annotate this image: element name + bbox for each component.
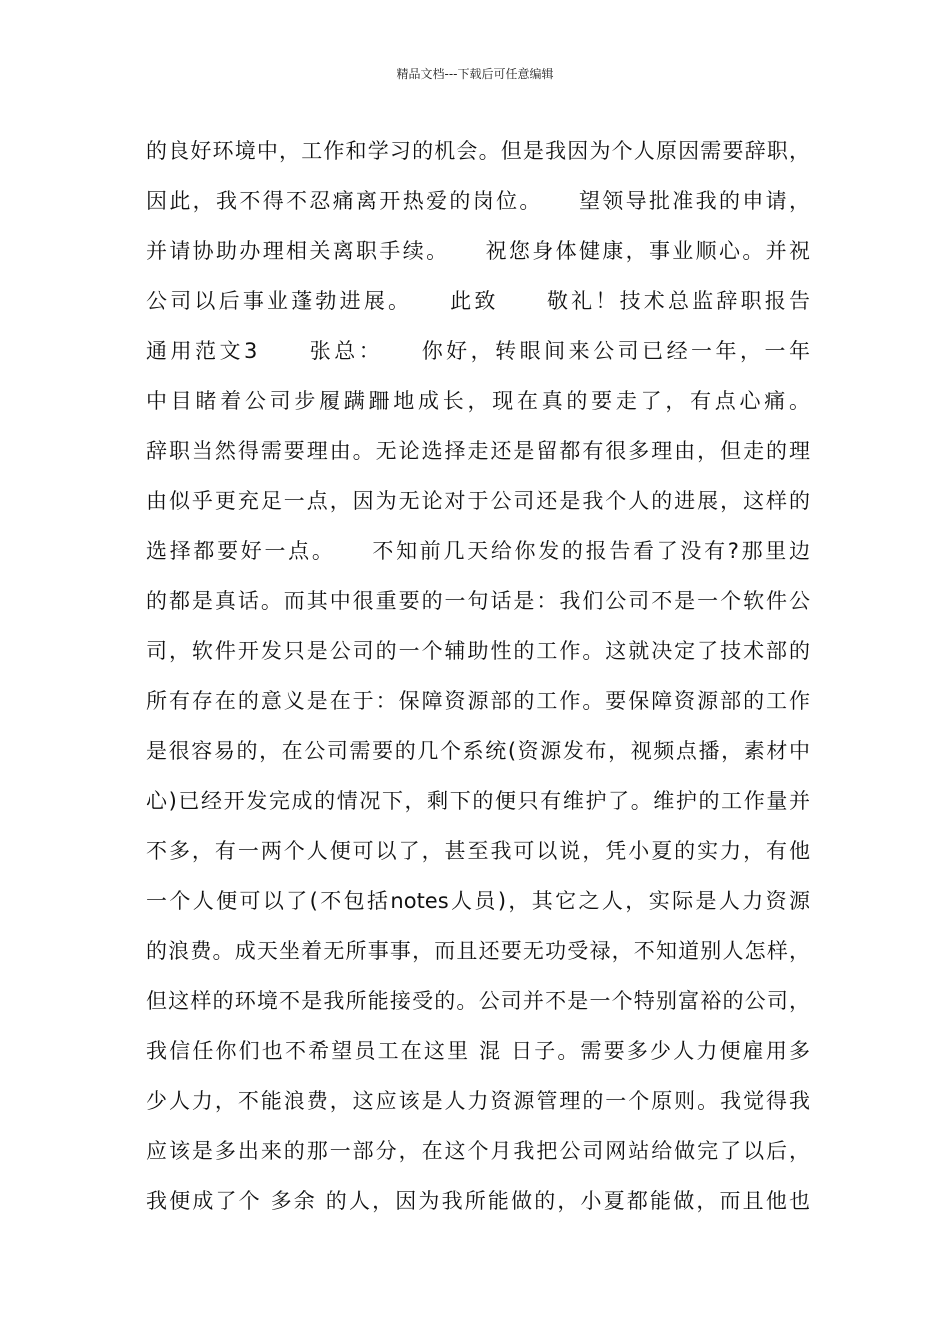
text-line: 选择都要好一点。 不知前几天给你发的报告看了没有?那里边 <box>146 539 810 563</box>
text-line: 是很容易的，在公司需要的几个系统(资源发布，视频点播，素材中 <box>146 739 810 763</box>
text-line: 并请协助办理相关离职手续。 祝您身体健康，事业顺心。并祝 <box>146 239 810 263</box>
text-line: 因此，我不得不忍痛离开热爱的岗位。 望领导批准我的申请， <box>146 189 810 213</box>
text-line: 由似乎更充足一点，因为无论对于公司还是我个人的进展，这样的 <box>146 489 810 513</box>
text-line: 少人力，不能浪费，这应该是人力资源管理的一个原则。我觉得我 <box>146 1089 810 1113</box>
text-line: 的良好环境中，工作和学习的机会。但是我因为个人原因需要辞职， <box>146 139 810 163</box>
text-line: 我信任你们也不希望员工在这里 混 日子。需要多少人力便雇用多 <box>146 1039 810 1063</box>
text-line: 但这样的环境不是我所能接受的。公司并不是一个特别富裕的公司， <box>146 989 810 1013</box>
page-header: 精品文档---下载后可任意编辑 <box>396 67 554 81</box>
text-line: 的都是真话。而其中很重要的一句话是：我们公司不是一个软件公 <box>146 589 810 613</box>
text-line: 中目睹着公司步履蹒跚地成长，现在真的要走了，有点心痛。 <box>146 389 810 413</box>
text-line: 的浪费。成天坐着无所事事，而且还要无功受禄，不知道别人怎样， <box>146 939 810 963</box>
text-line: 公司以后事业蓬勃进展。 此致 敬礼！技术总监辞职报告 <box>146 289 810 313</box>
text-line: 应该是多出来的那一部分，在这个月我把公司网站给做完了以后， <box>146 1139 810 1163</box>
text-line: 司，软件开发只是公司的一个辅助性的工作。这就决定了技术部的 <box>146 639 810 663</box>
text-line: 不多，有一两个人便可以了，甚至我可以说，凭小夏的实力，有他 <box>146 839 810 863</box>
text-line: 辞职当然得需要理由。无论选择走还是留都有很多理由，但走的理 <box>146 439 810 463</box>
text-line: 通用范文3 张总： 你好，转眼间来公司已经一年，一年 <box>146 339 810 363</box>
text-line: 所有存在的意义是在于：保障资源部的工作。要保障资源部的工作 <box>146 689 810 713</box>
document-body <box>146 126 810 1226</box>
text-line: 我便成了个 多余 的人，因为我所能做的，小夏都能做，而且他也 <box>146 1189 810 1213</box>
text-line: 一个人便可以了(不包括notes人员)，其它之人，实际是人力资源 <box>146 889 810 913</box>
text-line: 心)已经开发完成的情况下，剩下的便只有维护了。维护的工作量并 <box>146 789 810 813</box>
